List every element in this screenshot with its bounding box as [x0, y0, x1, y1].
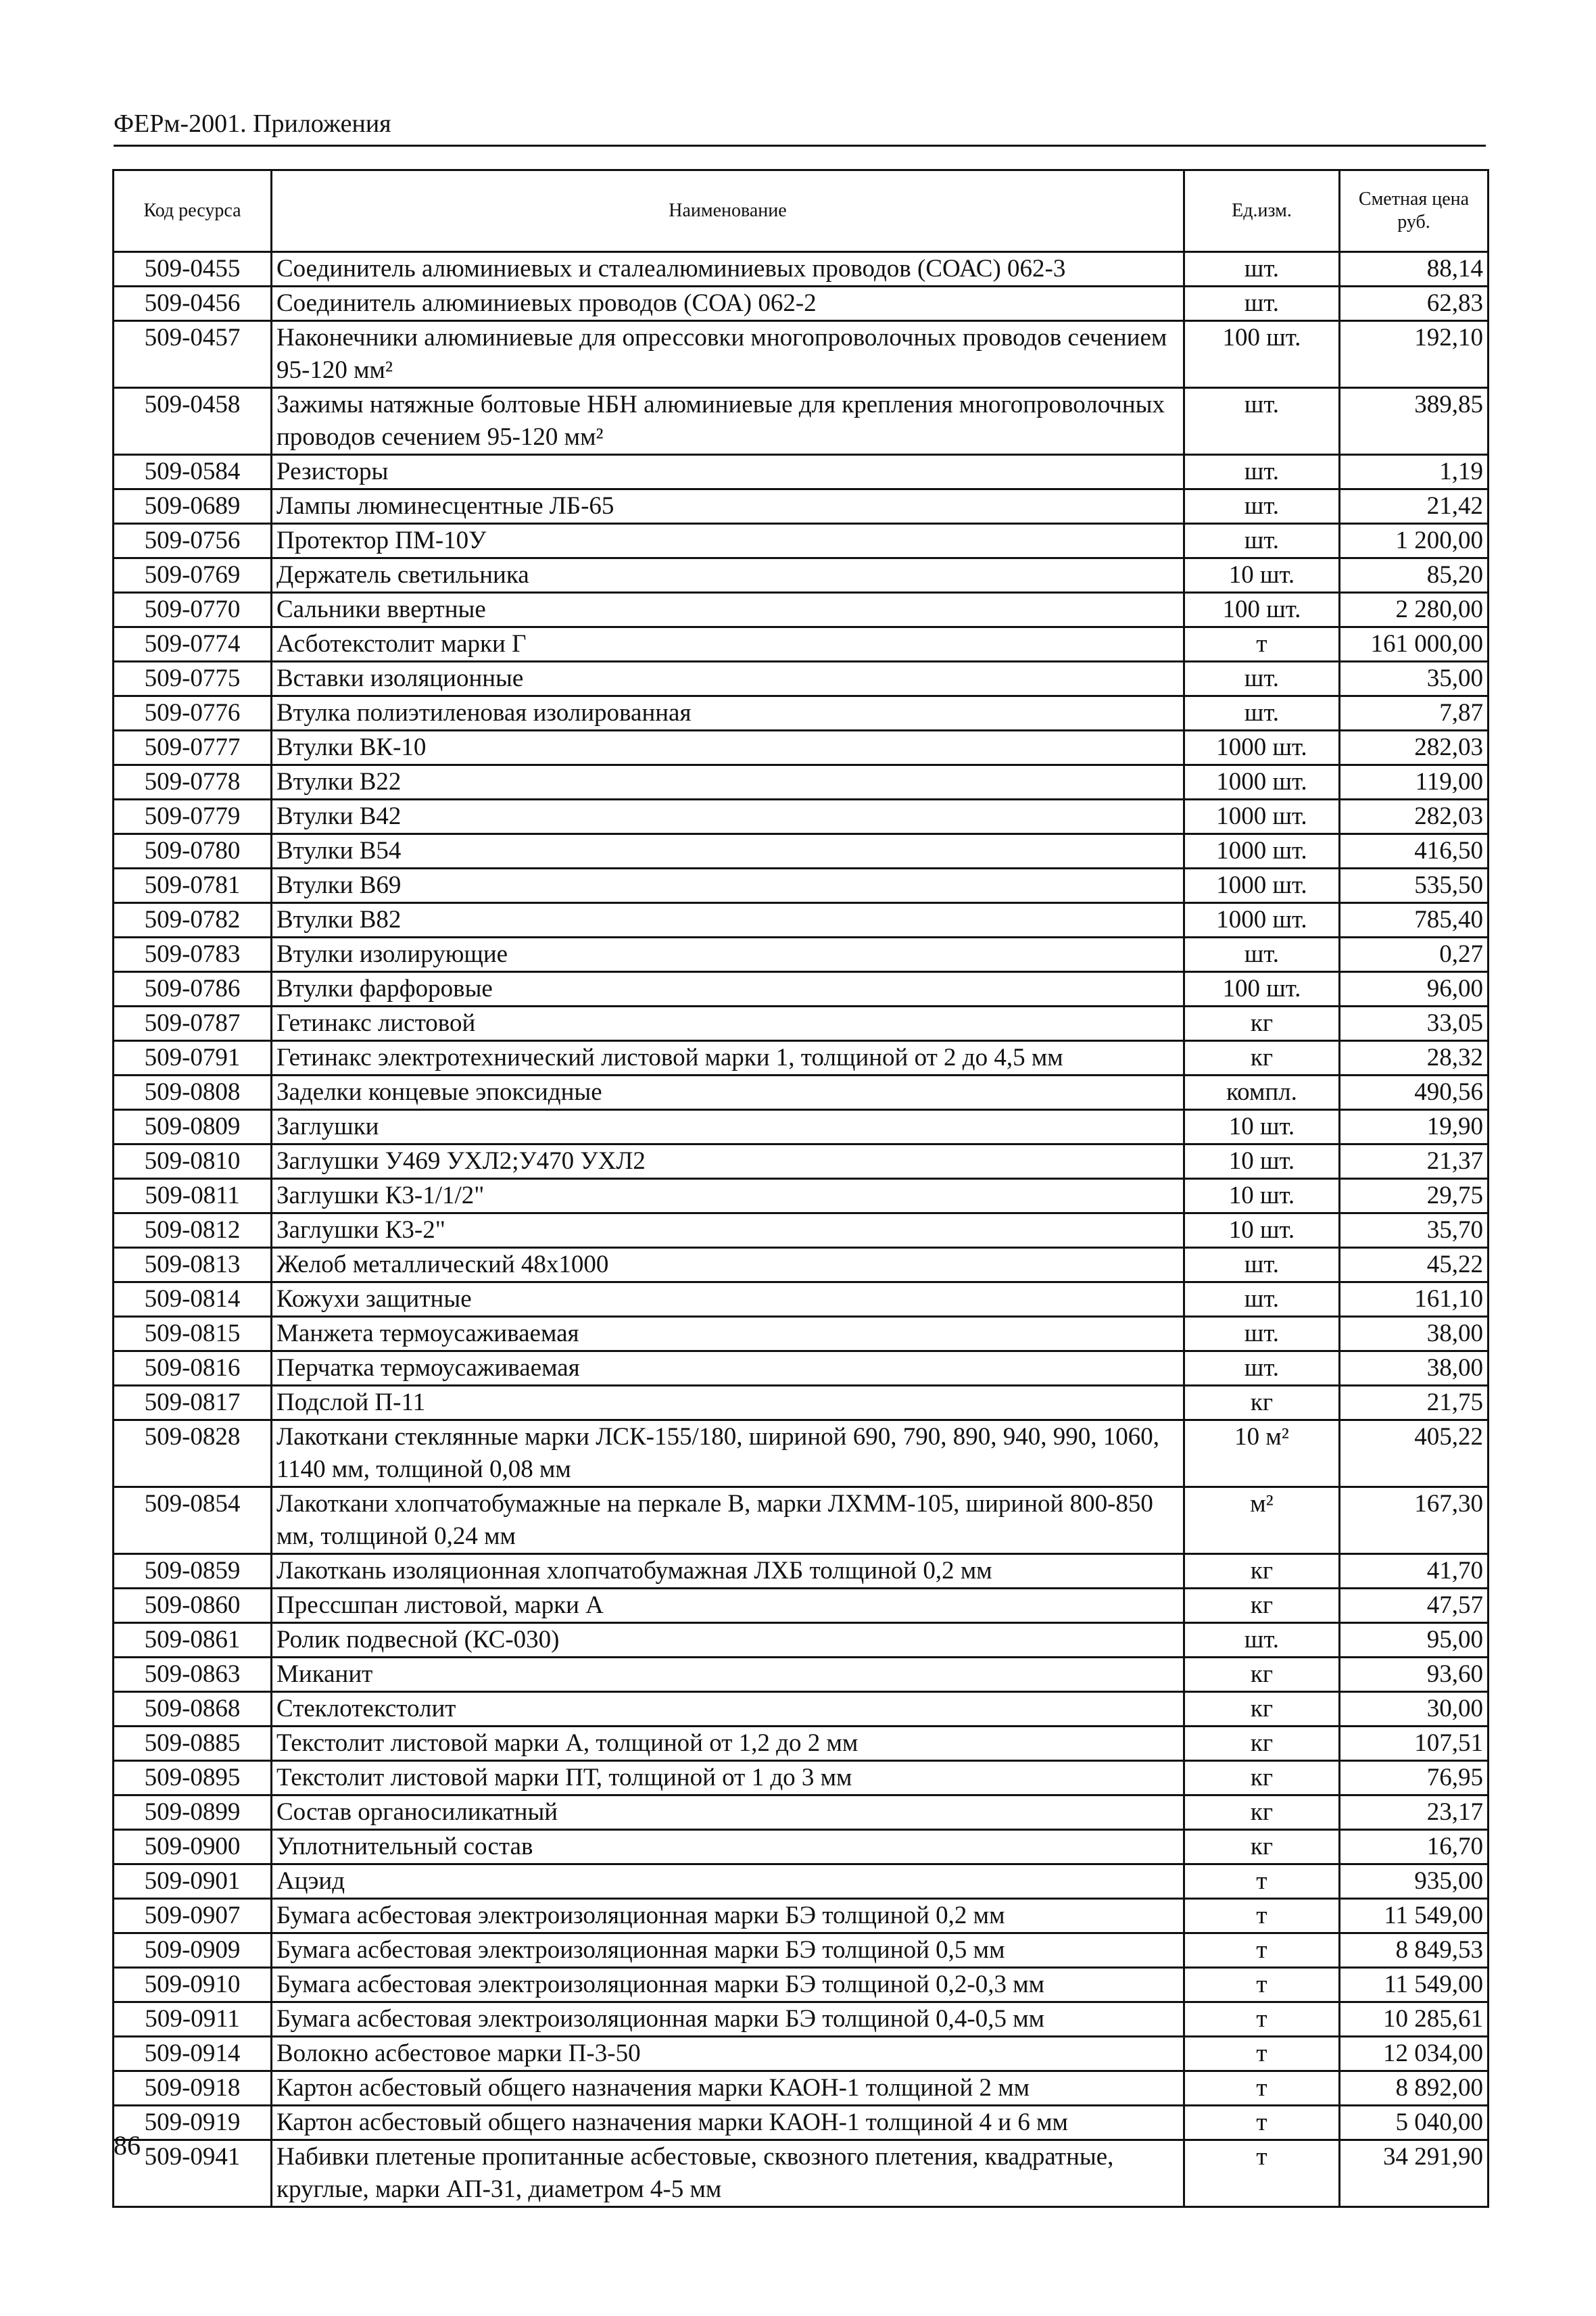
cell-name: Заглушки — [272, 1110, 1184, 1144]
cell-code: 509-0919 — [114, 2106, 272, 2140]
cell-price: 21,75 — [1340, 1386, 1489, 1420]
table-row — [114, 1487, 1489, 1554]
cell-name: Состав органосиликатный — [272, 1795, 1184, 1830]
table-row — [114, 558, 1489, 593]
cell-code: 509-0786 — [114, 972, 272, 1007]
cell-price: 34 291,90 — [1340, 2140, 1489, 2207]
cell-unit: шт. — [1184, 696, 1340, 731]
table-row — [114, 1623, 1489, 1658]
table-body — [114, 252, 1489, 2207]
table-row — [114, 1110, 1489, 1144]
cell-unit: т — [1184, 2002, 1340, 2037]
cell-name: Гетинакс листовой — [272, 1007, 1184, 1041]
table-row — [114, 1658, 1489, 1692]
cell-name: Заглушки К3-1/1/2" — [272, 1179, 1184, 1213]
cell-code: 509-0817 — [114, 1386, 272, 1420]
cell-name: Держатель светильника — [272, 558, 1184, 593]
table-row — [114, 489, 1489, 524]
cell-price: 35,70 — [1340, 1213, 1489, 1248]
cell-unit: 100 шт. — [1184, 321, 1340, 388]
table-row — [114, 593, 1489, 627]
cell-name: Втулка полиэтиленовая изолированная — [272, 696, 1184, 731]
cell-unit: 1000 шт. — [1184, 834, 1340, 869]
column-header-code: Код ресурса — [114, 170, 272, 252]
cell-unit: 10 шт. — [1184, 558, 1340, 593]
cell-unit: 100 шт. — [1184, 972, 1340, 1007]
cell-price: 107,51 — [1340, 1727, 1489, 1761]
cell-price: 21,42 — [1340, 489, 1489, 524]
cell-unit: компл. — [1184, 1076, 1340, 1110]
table-row — [114, 1317, 1489, 1351]
cell-code: 509-0782 — [114, 903, 272, 938]
cell-name: Соединитель алюминиевых и сталеалюминиевых проводов (СОАС) 062-3 — [272, 252, 1184, 287]
cell-name: Картон асбестовый общего назначения марки КАОН-1 толщиной 4 и 6 мм — [272, 2106, 1184, 2140]
cell-price: 405,22 — [1340, 1420, 1489, 1487]
cell-unit: т — [1184, 627, 1340, 662]
cell-unit: 1000 шт. — [1184, 731, 1340, 765]
cell-name: Желоб металлический 48х1000 — [272, 1248, 1184, 1282]
cell-unit: 10 шт. — [1184, 1110, 1340, 1144]
cell-code: 509-0911 — [114, 2002, 272, 2037]
cell-price: 161 000,00 — [1340, 627, 1489, 662]
cell-name: Сальники ввертные — [272, 593, 1184, 627]
cell-code: 509-0909 — [114, 1933, 272, 1968]
table-row — [114, 1248, 1489, 1282]
cell-unit: кг — [1184, 1658, 1340, 1692]
cell-unit: кг — [1184, 1589, 1340, 1623]
cell-unit: шт. — [1184, 1317, 1340, 1351]
cell-name: Стеклотекстолит — [272, 1692, 1184, 1727]
cell-code: 509-0769 — [114, 558, 272, 593]
cell-name: Соединитель алюминиевых проводов (СОА) 062-2 — [272, 287, 1184, 321]
cell-name: Втулки В22 — [272, 765, 1184, 800]
table-row — [114, 1386, 1489, 1420]
cell-name: Зажимы натяжные болтовые НБН алюминиевые для крепления многопроволочных проводов сечением 95-120 мм² — [272, 388, 1184, 455]
table-row — [114, 1864, 1489, 1899]
cell-code: 509-0868 — [114, 1692, 272, 1727]
cell-code: 509-0779 — [114, 800, 272, 834]
cell-unit: кг — [1184, 1830, 1340, 1864]
table-row — [114, 287, 1489, 321]
table-row — [114, 1968, 1489, 2002]
table-row — [114, 938, 1489, 972]
cell-name: Перчатка термоусаживаемая — [272, 1351, 1184, 1386]
cell-unit: т — [1184, 1899, 1340, 1933]
cell-code: 509-0859 — [114, 1554, 272, 1589]
cell-price: 21,37 — [1340, 1144, 1489, 1179]
table-row — [114, 1554, 1489, 1589]
table-row — [114, 1282, 1489, 1317]
cell-name: Лакоткань изоляционная хлопчатобумажная ЛХБ толщиной 0,2 мм — [272, 1554, 1184, 1589]
cell-price: 0,27 — [1340, 938, 1489, 972]
cell-name: Резисторы — [272, 455, 1184, 489]
cell-price: 62,83 — [1340, 287, 1489, 321]
cell-price: 16,70 — [1340, 1830, 1489, 1864]
cell-unit: шт. — [1184, 252, 1340, 287]
page-header — [114, 108, 1486, 147]
cell-unit: шт. — [1184, 1623, 1340, 1658]
cell-unit: т — [1184, 2037, 1340, 2071]
cell-price: 119,00 — [1340, 765, 1489, 800]
cell-name: Вставки изоляционные — [272, 662, 1184, 696]
cell-price: 490,56 — [1340, 1076, 1489, 1110]
cell-price: 47,57 — [1340, 1589, 1489, 1623]
cell-price: 23,17 — [1340, 1795, 1489, 1830]
cell-name: Лампы люминесцентные ЛБ-65 — [272, 489, 1184, 524]
cell-unit: шт. — [1184, 524, 1340, 558]
cell-name: Бумага асбестовая электроизоляционная марки БЭ толщиной 0,5 мм — [272, 1933, 1184, 1968]
cell-price: 45,22 — [1340, 1248, 1489, 1282]
table-row — [114, 2037, 1489, 2071]
cell-price: 8 849,53 — [1340, 1933, 1489, 1968]
cell-price: 282,03 — [1340, 731, 1489, 765]
cell-code: 509-0780 — [114, 834, 272, 869]
cell-code: 509-0899 — [114, 1795, 272, 1830]
table-row — [114, 321, 1489, 388]
cell-name: Втулки В69 — [272, 869, 1184, 903]
table-row — [114, 1041, 1489, 1076]
table-row — [114, 731, 1489, 765]
cell-name: Волокно асбестовое марки П-3-50 — [272, 2037, 1184, 2071]
table-row — [114, 2106, 1489, 2140]
table-row — [114, 1420, 1489, 1487]
table-row — [114, 1761, 1489, 1795]
cell-price: 167,30 — [1340, 1487, 1489, 1554]
cell-name: Бумага асбестовая электроизоляционная марки БЭ толщиной 0,4-0,5 мм — [272, 2002, 1184, 2037]
cell-name: Гетинакс электротехнический листовой марки 1, толщиной от 2 до 4,5 мм — [272, 1041, 1184, 1076]
cell-code: 509-0941 — [114, 2140, 272, 2207]
cell-code: 509-0895 — [114, 1761, 272, 1795]
table-row — [114, 1933, 1489, 1968]
table-row — [114, 972, 1489, 1007]
page-number: 86 — [114, 2130, 141, 2161]
table-header-row — [114, 170, 1489, 252]
cell-unit: 10 шт. — [1184, 1213, 1340, 1248]
cell-code: 509-0808 — [114, 1076, 272, 1110]
cell-code: 509-0457 — [114, 321, 272, 388]
cell-unit: т — [1184, 1968, 1340, 2002]
cell-price: 11 549,00 — [1340, 1899, 1489, 1933]
cell-name: Уплотнительный состав — [272, 1830, 1184, 1864]
table-row — [114, 903, 1489, 938]
table-row — [114, 1727, 1489, 1761]
resource-price-table — [112, 169, 1487, 2208]
cell-unit: кг — [1184, 1692, 1340, 1727]
cell-unit: шт. — [1184, 662, 1340, 696]
cell-price: 28,32 — [1340, 1041, 1489, 1076]
cell-unit: 10 шт. — [1184, 1144, 1340, 1179]
cell-name: Бумага асбестовая электроизоляционная марки БЭ толщиной 0,2 мм — [272, 1899, 1184, 1933]
cell-name: Текстолит листовой марки А, толщиной от 1,2 до 2 мм — [272, 1727, 1184, 1761]
cell-name: Лакоткани стеклянные марки ЛСК-155/180, шириной 690, 790, 890, 940, 990, 1060, 1140 мм, толщиной 0,08 мм — [272, 1420, 1184, 1487]
cell-code: 509-0863 — [114, 1658, 272, 1692]
cell-unit: 10 м² — [1184, 1420, 1340, 1487]
table-row — [114, 455, 1489, 489]
cell-name: Ролик подвесной (КС-030) — [272, 1623, 1184, 1658]
cell-price: 389,85 — [1340, 388, 1489, 455]
cell-unit: кг — [1184, 1795, 1340, 1830]
cell-code: 509-0885 — [114, 1727, 272, 1761]
table-row — [114, 2002, 1489, 2037]
cell-code: 509-0787 — [114, 1007, 272, 1041]
cell-price: 935,00 — [1340, 1864, 1489, 1899]
cell-price: 161,10 — [1340, 1282, 1489, 1317]
cell-unit: кг — [1184, 1554, 1340, 1589]
cell-unit: шт. — [1184, 1351, 1340, 1386]
cell-price: 7,87 — [1340, 696, 1489, 731]
table-row — [114, 662, 1489, 696]
table-row — [114, 524, 1489, 558]
cell-price: 41,70 — [1340, 1554, 1489, 1589]
table-row — [114, 627, 1489, 662]
cell-code: 509-0458 — [114, 388, 272, 455]
cell-unit: 1000 шт. — [1184, 869, 1340, 903]
cell-unit: т — [1184, 1864, 1340, 1899]
cell-price: 96,00 — [1340, 972, 1489, 1007]
cell-name: Набивки плетеные пропитанные асбестовые, сквозного плетения, квадратные, круглые, марки АП-31, диаметром 4-5 мм — [272, 2140, 1184, 2207]
table-row — [114, 2071, 1489, 2106]
cell-unit: 10 шт. — [1184, 1179, 1340, 1213]
cell-code: 509-0828 — [114, 1420, 272, 1487]
table-row — [114, 800, 1489, 834]
cell-price: 1,19 — [1340, 455, 1489, 489]
cell-unit: кг — [1184, 1041, 1340, 1076]
cell-name: Манжета термоусаживаемая — [272, 1317, 1184, 1351]
cell-price: 12 034,00 — [1340, 2037, 1489, 2071]
cell-name: Втулки изолирующие — [272, 938, 1184, 972]
table-row — [114, 1007, 1489, 1041]
cell-unit: 1000 шт. — [1184, 903, 1340, 938]
cell-code: 509-0810 — [114, 1144, 272, 1179]
cell-code: 509-0918 — [114, 2071, 272, 2106]
table-row — [114, 696, 1489, 731]
cell-code: 509-0456 — [114, 287, 272, 321]
cell-name: Лакоткани хлопчатобумажные на перкале В, марки ЛХММ-105, шириной 800-850 мм, толщиной 0,24 мм — [272, 1487, 1184, 1554]
table-row — [114, 252, 1489, 287]
cell-code: 509-0756 — [114, 524, 272, 558]
cell-code: 509-0811 — [114, 1179, 272, 1213]
cell-code: 509-0815 — [114, 1317, 272, 1351]
cell-code: 509-0774 — [114, 627, 272, 662]
cell-unit: кг — [1184, 1386, 1340, 1420]
cell-unit: т — [1184, 2071, 1340, 2106]
cell-unit: т — [1184, 2140, 1340, 2207]
cell-unit: кг — [1184, 1727, 1340, 1761]
cell-name: Заглушки К3-2" — [272, 1213, 1184, 1248]
cell-name: Прессшпан листовой, марки А — [272, 1589, 1184, 1623]
cell-price: 192,10 — [1340, 321, 1489, 388]
cell-code: 509-0901 — [114, 1864, 272, 1899]
table-row — [114, 388, 1489, 455]
cell-name: Наконечники алюминиевые для опрессовки многопроволочных проводов сечением 95-120 мм² — [272, 321, 1184, 388]
cell-unit: 1000 шт. — [1184, 800, 1340, 834]
table-row — [114, 1179, 1489, 1213]
cell-code: 509-0455 — [114, 252, 272, 287]
cell-code: 509-0914 — [114, 2037, 272, 2071]
cell-price: 282,03 — [1340, 800, 1489, 834]
cell-unit: шт. — [1184, 489, 1340, 524]
cell-code: 509-0783 — [114, 938, 272, 972]
table-row — [114, 765, 1489, 800]
cell-code: 509-0791 — [114, 1041, 272, 1076]
table-row — [114, 1692, 1489, 1727]
table-row — [114, 1076, 1489, 1110]
table-row — [114, 1899, 1489, 1933]
cell-code: 509-0860 — [114, 1589, 272, 1623]
cell-price: 535,50 — [1340, 869, 1489, 903]
cell-price: 38,00 — [1340, 1351, 1489, 1386]
table-row — [114, 1830, 1489, 1864]
cell-price: 85,20 — [1340, 558, 1489, 593]
document-title: ФЕРм-2001. Приложения — [114, 110, 391, 138]
cell-name: Асботекстолит марки Г — [272, 627, 1184, 662]
cell-code: 509-0812 — [114, 1213, 272, 1248]
table-row — [114, 1589, 1489, 1623]
cell-unit: шт. — [1184, 388, 1340, 455]
cell-name: Протектор ПМ-10У — [272, 524, 1184, 558]
cell-code: 509-0770 — [114, 593, 272, 627]
cell-price: 2 280,00 — [1340, 593, 1489, 627]
table-row — [114, 834, 1489, 869]
cell-price: 1 200,00 — [1340, 524, 1489, 558]
cell-price: 19,90 — [1340, 1110, 1489, 1144]
cell-price: 76,95 — [1340, 1761, 1489, 1795]
cell-name: Втулки В42 — [272, 800, 1184, 834]
column-header-name: Наименование — [272, 170, 1184, 252]
cell-price: 35,00 — [1340, 662, 1489, 696]
cell-price: 33,05 — [1340, 1007, 1489, 1041]
cell-code: 509-0854 — [114, 1487, 272, 1554]
cell-price: 11 549,00 — [1340, 1968, 1489, 2002]
cell-name: Бумага асбестовая электроизоляционная марки БЭ толщиной 0,2-0,3 мм — [272, 1968, 1184, 2002]
cell-unit: шт. — [1184, 455, 1340, 489]
cell-price: 8 892,00 — [1340, 2071, 1489, 2106]
cell-code: 509-0775 — [114, 662, 272, 696]
cell-code: 509-0776 — [114, 696, 272, 731]
cell-name: Втулки В82 — [272, 903, 1184, 938]
cell-price: 29,75 — [1340, 1179, 1489, 1213]
cell-code: 509-0814 — [114, 1282, 272, 1317]
cell-price: 5 040,00 — [1340, 2106, 1489, 2140]
cell-unit: шт. — [1184, 938, 1340, 972]
cell-code: 509-0813 — [114, 1248, 272, 1282]
cell-name: Картон асбестовый общего назначения марки КАОН-1 толщиной 2 мм — [272, 2071, 1184, 2106]
cell-name: Втулки ВК-10 — [272, 731, 1184, 765]
cell-unit: кг — [1184, 1761, 1340, 1795]
table-row — [114, 1144, 1489, 1179]
cell-price: 88,14 — [1340, 252, 1489, 287]
cell-code: 509-0910 — [114, 1968, 272, 2002]
cell-price: 38,00 — [1340, 1317, 1489, 1351]
table-row — [114, 1351, 1489, 1386]
cell-code: 509-0777 — [114, 731, 272, 765]
cell-name: Ацэид — [272, 1864, 1184, 1899]
table-row — [114, 1795, 1489, 1830]
cell-price: 785,40 — [1340, 903, 1489, 938]
cell-price: 30,00 — [1340, 1692, 1489, 1727]
cell-price: 416,50 — [1340, 834, 1489, 869]
cell-unit: м² — [1184, 1487, 1340, 1554]
cell-code: 509-0781 — [114, 869, 272, 903]
cell-code: 509-0907 — [114, 1899, 272, 1933]
cell-code: 509-0584 — [114, 455, 272, 489]
column-header-unit: Ед.изм. — [1184, 170, 1340, 252]
cell-price: 93,60 — [1340, 1658, 1489, 1692]
cell-unit: шт. — [1184, 1282, 1340, 1317]
cell-name: Текстолит листовой марки ПТ, толщиной от 1 до 3 мм — [272, 1761, 1184, 1795]
table-row — [114, 2140, 1489, 2207]
cell-unit: кг — [1184, 1007, 1340, 1041]
cell-unit: т — [1184, 2106, 1340, 2140]
cell-code: 509-0861 — [114, 1623, 272, 1658]
cell-price: 10 285,61 — [1340, 2002, 1489, 2037]
cell-unit: 100 шт. — [1184, 593, 1340, 627]
cell-unit: шт. — [1184, 1248, 1340, 1282]
table-row — [114, 1213, 1489, 1248]
cell-name: Заделки концевые эпоксидные — [272, 1076, 1184, 1110]
table-row — [114, 869, 1489, 903]
cell-price: 95,00 — [1340, 1623, 1489, 1658]
cell-code: 509-0816 — [114, 1351, 272, 1386]
cell-code: 509-0900 — [114, 1830, 272, 1864]
cell-unit: т — [1184, 1933, 1340, 1968]
cell-name: Втулки фарфоровые — [272, 972, 1184, 1007]
cell-name: Заглушки У469 УХЛ2;У470 УХЛ2 — [272, 1144, 1184, 1179]
cell-name: Миканит — [272, 1658, 1184, 1692]
cell-name: Втулки В54 — [272, 834, 1184, 869]
cell-unit: шт. — [1184, 287, 1340, 321]
column-header-price: Сметная цена руб. — [1340, 170, 1489, 252]
cell-code: 509-0689 — [114, 489, 272, 524]
cell-code: 509-0778 — [114, 765, 272, 800]
cell-code: 509-0809 — [114, 1110, 272, 1144]
cell-unit: 1000 шт. — [1184, 765, 1340, 800]
cell-name: Кожухи защитные — [272, 1282, 1184, 1317]
cell-name: Подслой П-11 — [272, 1386, 1184, 1420]
